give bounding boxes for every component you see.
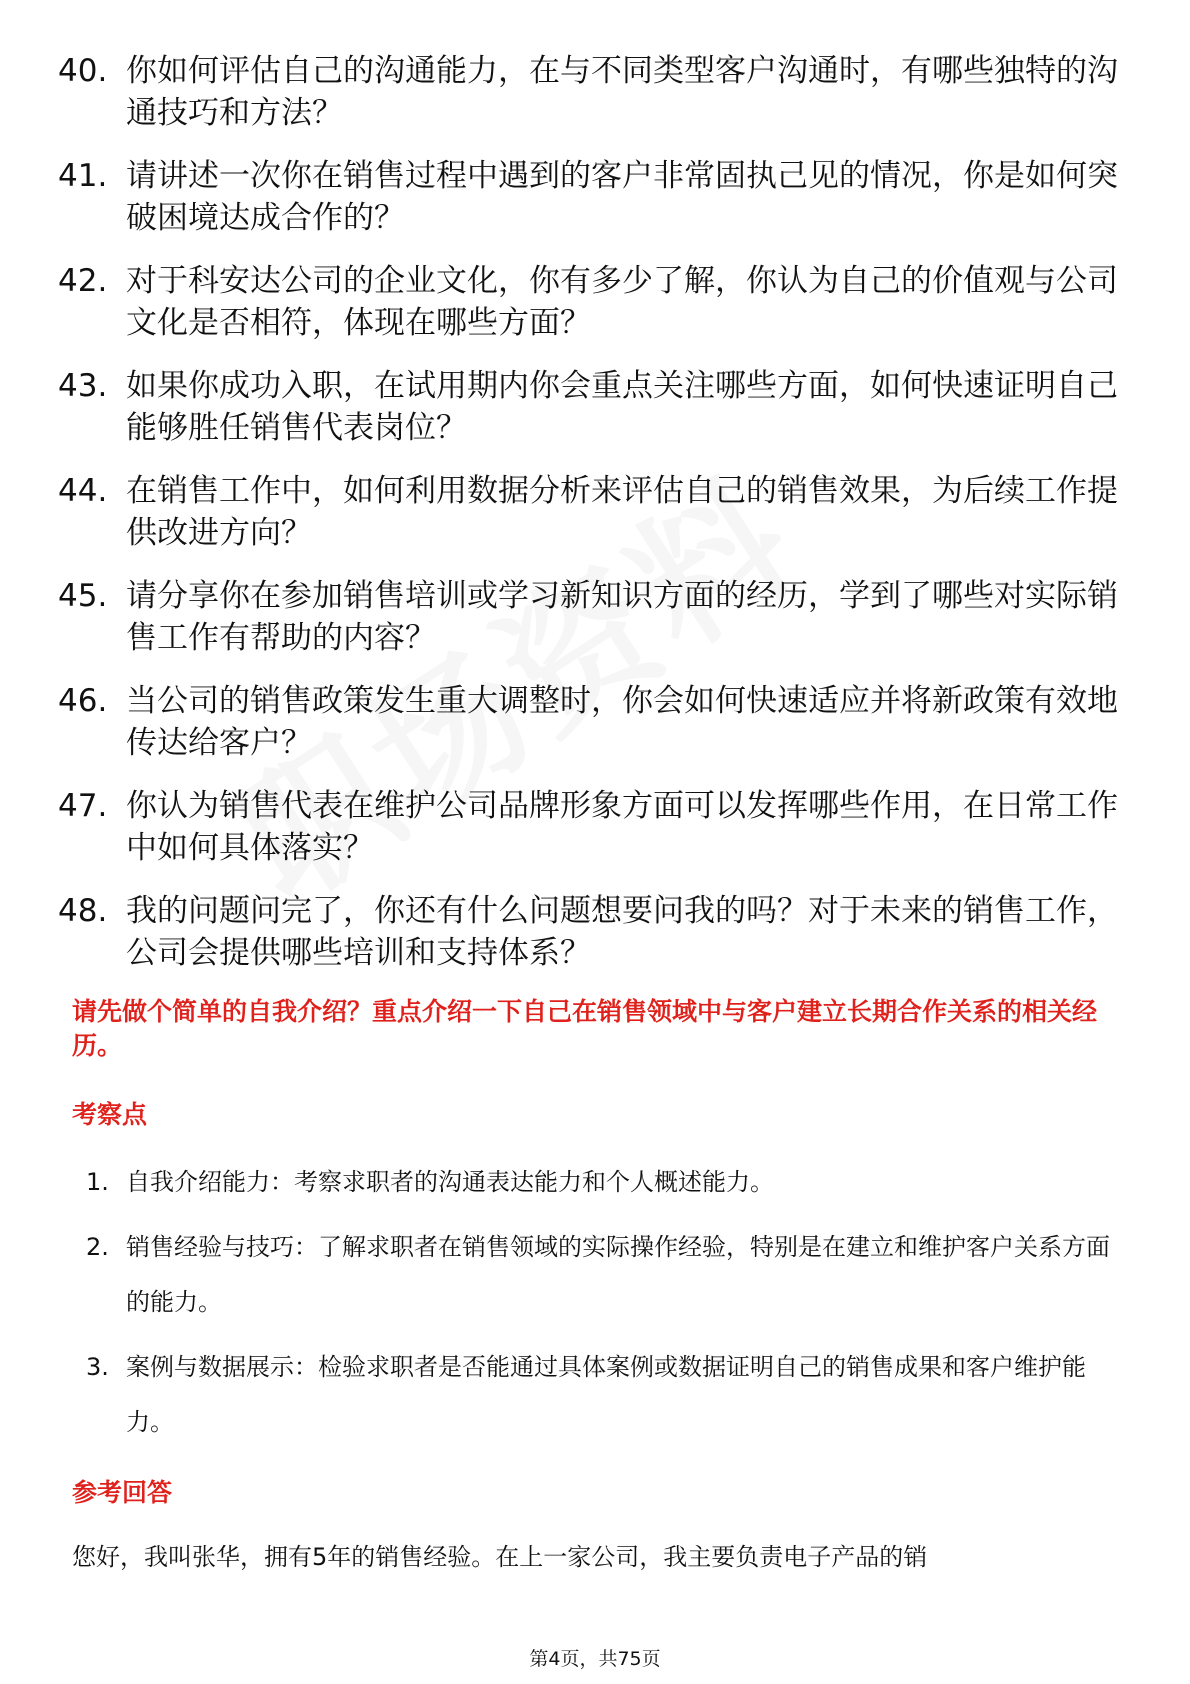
point-number: 2.: [86, 1233, 109, 1261]
section-heading-assessment: 考察点: [72, 1100, 148, 1129]
list-item: [58, 470, 1118, 554]
question-number: 48.: [58, 893, 108, 929]
assessment-points: [86, 1155, 1126, 1460]
list-item: [58, 260, 1118, 344]
point-text: 销售经验与技巧：了解求职者在销售领域的实际操作经验，特别是在建立和维护客户关系方面的能力。: [126, 1233, 1110, 1316]
question-text: 当公司的销售政策发生重大调整时，你会如何快速适应并将新政策有效地传达给客户？: [126, 683, 1118, 761]
point-text: 案例与数据展示：检验求职者是否能通过具体案例或数据证明自己的销售成果和客户维护能力。: [126, 1353, 1086, 1436]
question-number: 40.: [58, 53, 108, 89]
question-number: 42.: [58, 263, 108, 299]
list-item: [58, 155, 1118, 239]
featured-question: 请先做个简单的自我介绍？重点介绍一下自己在销售领域中与客户建立长期合作关系的相关经历。: [72, 997, 1098, 1060]
reference-answer-text: 您好，我叫张华，拥有5年的销售经验。在上一家公司，我主要负责电子产品的销: [72, 1543, 928, 1571]
list-item: [58, 785, 1118, 869]
question-number: 44.: [58, 473, 108, 509]
question-text: 我的问题问完了，你还有什么问题想要问我的吗？对于未来的销售工作，公司会提供哪些培训和支持体系？: [126, 893, 1118, 971]
point-number: 3.: [86, 1353, 109, 1381]
question-number: 43.: [58, 368, 108, 404]
list-item: [58, 50, 1118, 134]
list-item: [86, 1340, 1126, 1450]
list-item: [58, 365, 1118, 449]
question-text: 你认为销售代表在维护公司品牌形象方面可以发挥哪些作用，在日常工作中如何具体落实？: [126, 788, 1118, 866]
question-text: 请分享你在参加销售培训或学习新知识方面的经历，学到了哪些对实际销售工作有帮助的内容？: [126, 578, 1118, 656]
question-text: 请讲述一次你在销售过程中遇到的客户非常固执己见的情况，你是如何突破困境达成合作的？: [126, 158, 1118, 236]
list-item: [58, 680, 1118, 764]
question-text: 对于科安达公司的企业文化，你有多少了解，你认为自己的价值观与公司文化是否相符，体现在哪些方面？: [126, 263, 1118, 341]
point-text: 自我介绍能力：考察求职者的沟通表达能力和个人概述能力。: [126, 1168, 774, 1196]
point-number: 1.: [86, 1168, 109, 1196]
page-footer: 第4页，共75页: [529, 1648, 661, 1670]
list-item: [86, 1220, 1126, 1330]
question-list: [58, 50, 1118, 995]
question-number: 41.: [58, 158, 108, 194]
question-text: 如果你成功入职，在试用期内你会重点关注哪些方面，如何快速证明自己能够胜任销售代表岗位？: [126, 368, 1118, 446]
section-heading-reference-answer: 参考回答: [72, 1478, 173, 1507]
list-item: [58, 575, 1118, 659]
question-text: 你如何评估自己的沟通能力，在与不同类型客户沟通时，有哪些独特的沟通技巧和方法？: [126, 53, 1118, 131]
question-number: 45.: [58, 578, 108, 614]
question-text: 在销售工作中，如何利用数据分析来评估自己的销售效果，为后续工作提供改进方向？: [126, 473, 1118, 551]
question-number: 46.: [58, 683, 108, 719]
question-number: 47.: [58, 788, 108, 824]
list-item: [58, 890, 1118, 974]
list-item: [86, 1155, 1126, 1210]
